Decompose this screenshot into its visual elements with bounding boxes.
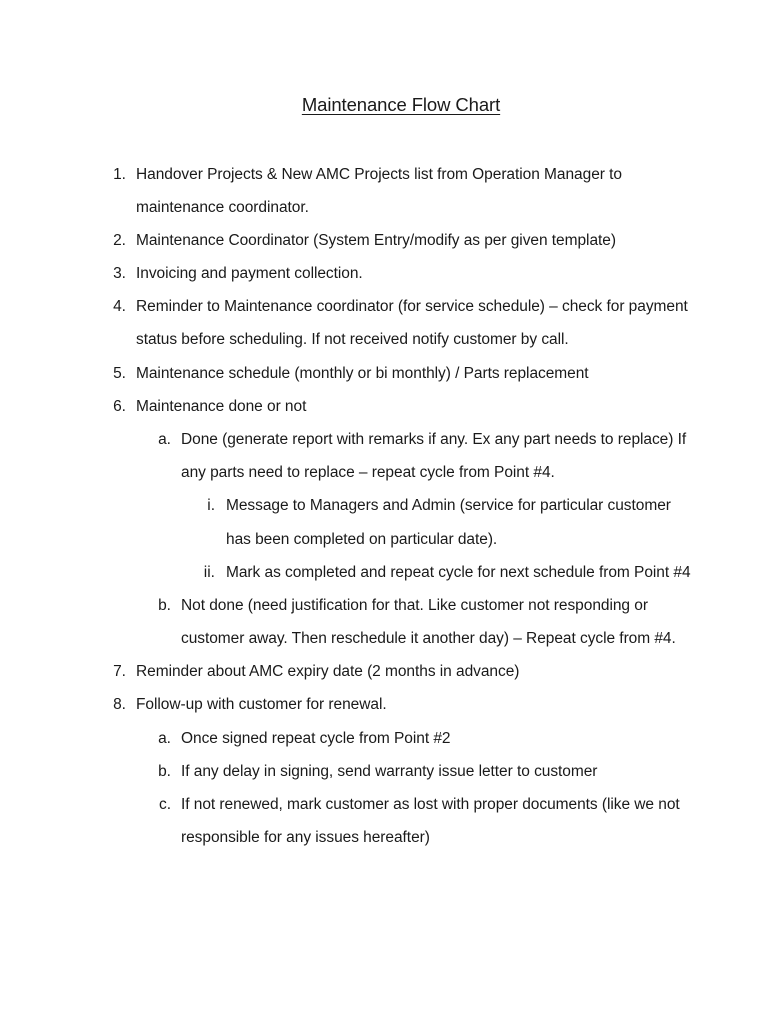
list-item-text: Not done (need justification for that. Like customer not responding or (181, 597, 648, 614)
list-marker: 6. (113, 398, 126, 415)
list-item-text: responsible for any issues hereafter) (181, 829, 430, 846)
list-marker: 3. (113, 265, 126, 282)
page-title: Maintenance Flow Chart (301, 94, 501, 115)
list-item-text: If any delay in signing, send warranty issue letter to customer (181, 763, 598, 780)
list-item-text: has been completed on particular date). (226, 531, 498, 548)
list-item-text: Once signed repeat cycle from Point #2 (181, 730, 451, 747)
list-item-text: Message to Managers and Admin (service for particular customer (226, 497, 671, 514)
list-item-text: Maintenance Coordinator (System Entry/modify as per given template) (136, 232, 616, 249)
list-marker: 2. (113, 232, 126, 249)
list-item-text: Invoicing and payment collection. (136, 265, 363, 282)
list-marker: 5. (113, 365, 126, 382)
list-marker: 7. (113, 663, 126, 680)
list-marker: 8. (113, 696, 126, 713)
list-marker: ii. (203, 564, 215, 581)
list-marker: 4. (113, 298, 126, 315)
list-marker: b. (158, 763, 171, 780)
list-marker: b. (158, 597, 171, 614)
list-marker: a. (158, 431, 171, 448)
list-marker: i. (207, 497, 215, 514)
list-item-text: maintenance coordinator. (136, 199, 309, 216)
list-marker: a. (158, 730, 171, 747)
list-item-text: Maintenance done or not (136, 398, 307, 415)
list-marker: c. (158, 796, 171, 813)
list-item-text: If not renewed, mark customer as lost with proper documents (like we not (181, 796, 680, 813)
list-item-text: Handover Projects & New AMC Projects list from Operation Manager to (136, 166, 622, 183)
list-item-text: Done (generate report with remarks if any. Ex any part needs to replace) If (181, 431, 687, 448)
list-item-text: Reminder about AMC expiry date (2 months in advance) (136, 663, 520, 680)
list-item-text: Reminder to Maintenance coordinator (for service schedule) – check for payment (136, 298, 688, 315)
list-item-text: Mark as completed and repeat cycle for next schedule from Point #4 (226, 564, 691, 581)
list-item-text: Follow-up with customer for renewal. (136, 696, 387, 713)
list-item-text: any parts need to replace – repeat cycle from Point #4. (181, 464, 555, 481)
list-marker: 1. (113, 166, 126, 183)
list-item-text: Maintenance schedule (monthly or bi monthly) / Parts replacement (136, 365, 589, 382)
list-item-text: customer away. Then reschedule it another day) – Repeat cycle from #4. (181, 630, 676, 647)
list-item-text: status before scheduling. If not received notify customer by call. (136, 331, 569, 348)
